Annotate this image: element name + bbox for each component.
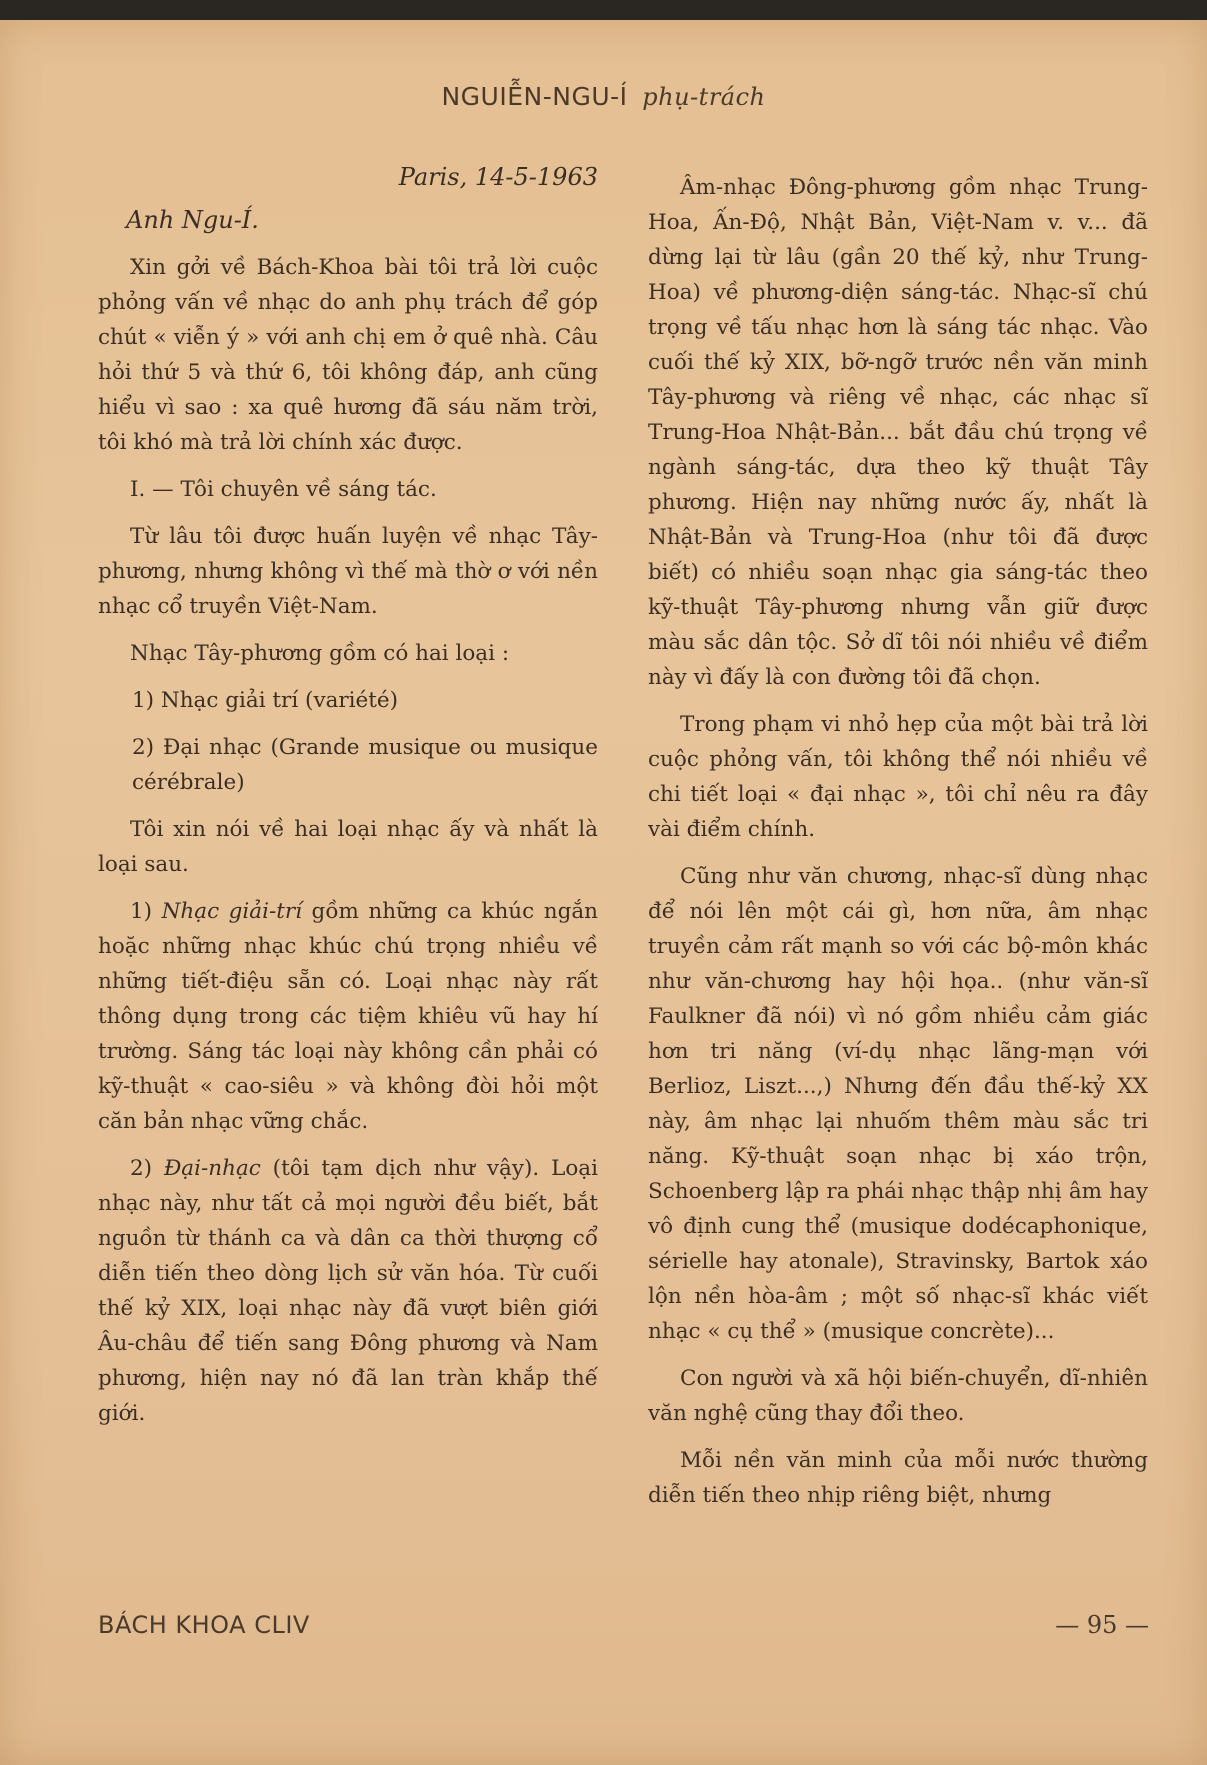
- dai-nhac-label: 2): [130, 1156, 164, 1181]
- dai-nhac-term: Đại-nhạc: [163, 1156, 261, 1181]
- paragraph-two-kinds: Nhạc Tây-phương gồm có hai loại :: [130, 641, 510, 666]
- left-column: [98, 160, 598, 1443]
- paragraph-van-minh: Mỗi nền văn minh của mỗi nước thường diễn tiến theo nhịp riêng biệt, nhưng: [648, 1448, 1148, 1508]
- letter-dateline: Paris, 14-5-1963: [398, 163, 598, 191]
- page-number: — 95 —: [1055, 1611, 1149, 1639]
- dai-nhac-text: (tôi tạm dịch như vậy). Loại nhạc này, như tất cả mọi người đều biết, bắt nguồn từ thánh ca và dân ca thời thượng cổ diễn tiến theo dòng lịch sử văn hóa. Từ cuối thế kỷ XIX, loại nhạc này đã vượt biên giới Âu-châu để tiến sang Đông phương và Nam phương, hiện nay nó đã lan tràn khắp thế giới.: [98, 1156, 599, 1426]
- paragraph-dong-phuong: Âm-nhạc Đông-phương gồm nhạc Trung-Hoa, Ấn-Độ, Nhật Bản, Việt-Nam v. v... đã dừng lại từ lâu (gần 20 thế kỷ, như Trung-Hoa) về phương-diện sáng-tác. Nhạc-sĩ chú trọng về tấu nhạc hơn là sáng tác nhạc. Vào cuối thế kỷ XIX, bỡ-ngỡ trước nền văn minh Tây-phương và riêng về nhạc, các nhạc sĩ Trung-Hoa Nhật-Bản... bắt đầu chú trọng về ngành sáng-tác, dựa theo kỹ thuật Tây phương. Hiện nay những nước ấy, nhất là Nhật-Bản và Trung-Hoa (như tôi đã được biết) có nhiều soạn nhạc gia sáng-tác theo kỹ-thuật Tây-phương nhưng vẫn giữ được màu sắc dân tộc. Sở dĩ tôi nói nhiều về điểm này vì đấy là con đường tôi đã chọn.: [648, 175, 1148, 690]
- paragraph-dai-nhac: [98, 1151, 598, 1431]
- giai-tri-label: 1): [130, 899, 162, 924]
- page-header: [0, 82, 1207, 112]
- giai-tri-text: gồm những ca khúc ngắn hoặc những nhạc khúc chú trọng nhiều về những tiết-điệu sẵn có. Loại nhạc này rất thông dụng trong các tiệm khiêu vũ hay hí trường. Sáng tác loại này không cần phải có kỹ-thuật « cao-siêu » và không đòi hỏi một căn bản nhạc vững chắc.: [98, 899, 598, 1134]
- letter-salutation: Anh Ngu-Í.: [126, 206, 259, 234]
- paragraph-xa-hoi: Con người và xã hội biến-chuyển, dĩ-nhiên văn nghệ cũng thay đổi theo.: [648, 1366, 1148, 1426]
- header-role: phụ-trách: [642, 83, 766, 111]
- paragraph-van-chuong: Cũng như văn chương, nhạc-sĩ dùng nhạc để nói lên một cái gì, hơn nữa, âm nhạc truyền cảm rất mạnh so với các bộ-môn khác như văn-chương hay hội họa.. (như văn-sĩ Faulkner đã nói) vì nó gồm nhiều cảm giác hơn tri năng (ví-dụ nhạc lãng-mạn với Berlioz, Liszt...,) Nhưng đến đầu thế-kỷ XX này, âm nhạc lại nhuốm thêm màu sắc tri năng. Kỹ-thuật soạn nhạc bị xáo trộn, Schoenberg lập ra phái nhạc thập nhị âm hay vô định cung thể (musique dodécaphonique, sérielle hay atonale), Stravinsky, Bartok xáo lộn nền hòa-âm ; một số nhạc-sĩ khác viết nhạc « cụ thể » (musique concrète)...: [648, 864, 1148, 1344]
- letter-intro: Xin gởi về Bách-Khoa bài tôi trả lời cuộc phỏng vấn về nhạc do anh phụ trách để góp chút « viễn ý » với anh chị em ở quê nhà. Câu hỏi thứ 5 và thứ 6, tôi không đáp, anh cũng hiểu vì sao : xa quê hương đã sáu năm trời, tôi khó mà trả lời chính xác được.: [98, 255, 598, 455]
- section-title: I. — Tôi chuyên về sáng tác.: [130, 477, 437, 502]
- scan-top-edge: [0, 0, 1207, 20]
- paragraph-speak: Tôi xin nói về hai loại nhạc ấy và nhất là loại sau.: [98, 817, 598, 877]
- magazine-page: [0, 20, 1207, 1765]
- paragraph-giai-tri: [98, 894, 598, 1139]
- paragraph-training: Từ lâu tôi được huấn luyện về nhạc Tây-phương, nhưng không vì thế mà thờ ơ với nền nhạc cổ truyền Việt-Nam.: [98, 524, 598, 619]
- journal-footer: BÁCH KHOA CLIV: [98, 1611, 310, 1639]
- header-author: NGUIỄN-NGU-Í: [441, 82, 628, 111]
- right-column: [648, 170, 1148, 1525]
- list-item-variete: 1) Nhạc giải trí (variété): [132, 688, 399, 713]
- list-item-grande-musique: 2) Đại nhạc (Grande musique ou musique cérébrale): [132, 735, 598, 795]
- giai-tri-term: Nhạc giải-trí: [161, 899, 303, 924]
- paragraph-pham-vi: Trong phạm vi nhỏ hẹp của một bài trả lời cuộc phỏng vấn, tôi không thể nói nhiều về chi tiết loại « đại nhạc », tôi chỉ nêu ra đây vài điểm chính.: [648, 712, 1148, 842]
